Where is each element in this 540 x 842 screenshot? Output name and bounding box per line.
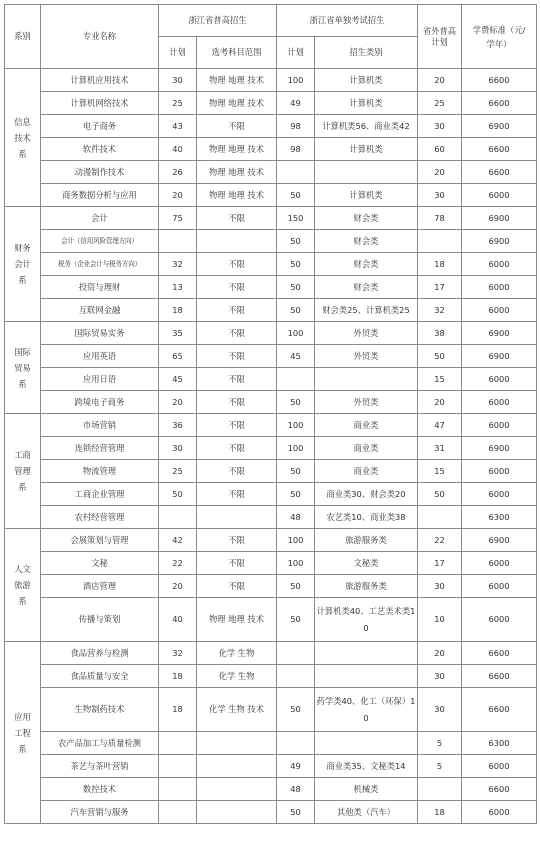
table-row [5,437,537,460]
department-name: 国际贸易系 [14,346,31,389]
plan-cell [159,732,197,755]
plan-cell [159,755,197,778]
category-cell: 财会类 [315,230,418,253]
fee-cell: 6600 [462,92,537,115]
single-plan-cell: 50 [277,598,315,642]
category-cell: 财会类 [315,253,418,276]
table-row [5,161,537,184]
outside-plan-cell: 31 [418,437,462,460]
subjects-cell: 物理 地理 技术 [197,92,277,115]
major-cell: 传播与策划 [41,598,159,642]
plan-cell: 36 [159,414,197,437]
single-plan-cell [277,642,315,665]
subjects-cell: 不限 [197,276,277,299]
subjects-cell: 不限 [197,483,277,506]
plan-cell: 20 [159,575,197,598]
single-plan-cell: 100 [277,69,315,92]
table-row [5,368,537,391]
category-cell [315,665,418,688]
plan-cell: 35 [159,322,197,345]
fee-cell: 6900 [462,207,537,230]
fee-cell: 6000 [462,575,537,598]
single-plan-cell: 50 [277,483,315,506]
major-cell: 计算机应用技术 [41,69,159,92]
outside-plan-cell: 30 [418,688,462,732]
category-cell: 计算机类 [315,138,418,161]
table-row [5,552,537,575]
table-row [5,506,537,529]
single-plan-cell: 50 [277,299,315,322]
outside-plan-cell: 15 [418,368,462,391]
single-plan-cell: 98 [277,115,315,138]
plan-cell: 30 [159,69,197,92]
department-cell [5,207,41,322]
table-row [5,665,537,688]
major-cell: 会计（信用风险管理方向） [41,230,159,253]
subjects-cell: 化学 生物 技术 [197,688,277,732]
plan-cell: 18 [159,688,197,732]
fee-cell: 6900 [462,345,537,368]
table-row [5,184,537,207]
subjects-cell: 不限 [197,322,277,345]
category-cell: 财会类25、计算机类25 [315,299,418,322]
category-cell: 商业类 [315,437,418,460]
table-row [5,276,537,299]
plan-cell: 25 [159,92,197,115]
single-plan-cell: 100 [277,552,315,575]
major-cell: 会展策划与管理 [41,529,159,552]
category-cell: 旅游服务类 [315,529,418,552]
outside-plan-cell: 50 [418,345,462,368]
subjects-cell: 不限 [197,414,277,437]
major-cell: 电子商务 [41,115,159,138]
plan-cell: 50 [159,483,197,506]
category-cell: 计算机类 [315,69,418,92]
header-fee: 学费标准（元/学年） [462,5,537,69]
table-row [5,69,537,92]
fee-cell: 6600 [462,665,537,688]
plan-cell [159,230,197,253]
subjects-cell: 物理 地理 技术 [197,184,277,207]
outside-plan-cell: 20 [418,642,462,665]
table-body [5,69,537,824]
single-plan-cell: 50 [277,391,315,414]
category-cell: 农艺类10、商业类38 [315,506,418,529]
major-cell: 生物制药技术 [41,688,159,732]
header-outside: 省外普高计划 [418,5,462,69]
outside-plan-cell: 25 [418,92,462,115]
category-cell [315,368,418,391]
table-row [5,92,537,115]
outside-plan-cell: 17 [418,552,462,575]
fee-cell: 6600 [462,161,537,184]
outside-plan-cell: 38 [418,322,462,345]
table-row [5,529,537,552]
plan-cell: 40 [159,598,197,642]
plan-cell: 18 [159,665,197,688]
fee-cell: 6000 [462,276,537,299]
subjects-cell [197,755,277,778]
fee-cell: 6900 [462,529,537,552]
major-cell: 动漫制作技术 [41,161,159,184]
department-cell [5,322,41,414]
fee-cell: 6000 [462,483,537,506]
single-plan-cell: 48 [277,506,315,529]
department-name: 信息技术系 [14,116,31,159]
fee-cell: 6300 [462,506,537,529]
outside-plan-cell: 20 [418,161,462,184]
subjects-cell [197,506,277,529]
major-cell: 酒店管理 [41,575,159,598]
single-plan-cell: 150 [277,207,315,230]
major-cell: 国际贸易实务 [41,322,159,345]
single-plan-cell: 50 [277,184,315,207]
major-cell: 应用英语 [41,345,159,368]
single-plan-cell: 50 [277,460,315,483]
subjects-cell [197,732,277,755]
plan-cell: 32 [159,642,197,665]
plan-cell: 20 [159,391,197,414]
outside-plan-cell: 50 [418,483,462,506]
outside-plan-cell: 5 [418,755,462,778]
category-cell: 其他类（汽车） [315,801,418,824]
outside-plan-cell: 20 [418,69,462,92]
subjects-cell: 不限 [197,115,277,138]
plan-cell: 30 [159,437,197,460]
plan-cell: 32 [159,253,197,276]
plan-cell: 42 [159,529,197,552]
header-plan: 计划 [159,37,197,69]
outside-plan-cell: 30 [418,184,462,207]
plan-cell: 75 [159,207,197,230]
category-cell [315,161,418,184]
table-row [5,732,537,755]
major-cell: 软件技术 [41,138,159,161]
single-plan-cell [277,368,315,391]
subjects-cell [197,230,277,253]
category-cell: 商业类30、财会类20 [315,483,418,506]
subjects-cell: 化学 生物 [197,642,277,665]
major-cell: 连锁经营管理 [41,437,159,460]
table-row [5,755,537,778]
header-dept: 系别 [5,5,41,69]
plan-cell: 13 [159,276,197,299]
fee-cell: 6600 [462,69,537,92]
major-cell: 物流管理 [41,460,159,483]
single-plan-cell [277,161,315,184]
category-cell: 旅游服务类 [315,575,418,598]
category-cell: 财会类 [315,207,418,230]
major-cell: 茶艺与茶叶营销 [41,755,159,778]
fee-cell: 6000 [462,368,537,391]
subjects-cell: 物理 地理 技术 [197,69,277,92]
plan-cell: 25 [159,460,197,483]
subjects-cell: 不限 [197,391,277,414]
outside-plan-cell: 32 [418,299,462,322]
table-row [5,801,537,824]
major-cell: 农村经营管理 [41,506,159,529]
header-subjects: 选考科目范围 [197,37,277,69]
table-row [5,299,537,322]
subjects-cell: 不限 [197,345,277,368]
admission-plan-table-container [4,4,537,824]
plan-cell [159,778,197,801]
table-row [5,460,537,483]
outside-plan-cell: 30 [418,115,462,138]
major-cell: 互联网金融 [41,299,159,322]
subjects-cell: 物理 地理 技术 [197,598,277,642]
outside-plan-cell: 10 [418,598,462,642]
major-cell: 商务数据分析与应用 [41,184,159,207]
major-cell: 数控技术 [41,778,159,801]
outside-plan-cell: 18 [418,801,462,824]
table-row [5,688,537,732]
single-plan-cell: 50 [277,688,315,732]
single-plan-cell [277,665,315,688]
single-plan-cell: 98 [277,138,315,161]
outside-plan-cell: 47 [418,414,462,437]
department-name: 人文旅游系 [14,564,31,606]
single-plan-cell: 50 [277,276,315,299]
table-row [5,253,537,276]
department-cell [5,642,41,824]
category-cell: 商业类35、文秘类14 [315,755,418,778]
department-cell [5,69,41,207]
fee-cell: 6600 [462,778,537,801]
outside-plan-cell [418,506,462,529]
plan-cell: 43 [159,115,197,138]
single-plan-cell: 100 [277,529,315,552]
table-row [5,115,537,138]
table-row [5,138,537,161]
table-row [5,598,537,642]
single-plan-cell: 50 [277,253,315,276]
subjects-cell: 不限 [197,529,277,552]
single-plan-cell: 100 [277,414,315,437]
table-row [5,778,537,801]
fee-cell: 6900 [462,115,537,138]
outside-plan-cell: 30 [418,665,462,688]
category-cell: 计算机类 [315,184,418,207]
header-plan-single: 计划 [277,37,315,69]
department-cell [5,529,41,642]
fee-cell: 6600 [462,642,537,665]
subjects-cell: 不限 [197,552,277,575]
category-cell: 机械类 [315,778,418,801]
fee-cell: 6900 [462,322,537,345]
fee-cell: 6900 [462,230,537,253]
subjects-cell: 物理 地理 技术 [197,161,277,184]
outside-plan-cell [418,230,462,253]
outside-plan-cell: 30 [418,575,462,598]
major-cell: 农产品加工与质量检测 [41,732,159,755]
table-row [5,391,537,414]
table-row [5,207,537,230]
fee-cell: 6000 [462,552,537,575]
plan-cell: 45 [159,368,197,391]
category-cell: 计算机类56、商业类42 [315,115,418,138]
category-cell: 财会类 [315,276,418,299]
fee-cell: 6000 [462,253,537,276]
category-cell: 外贸类 [315,322,418,345]
subjects-cell: 不限 [197,575,277,598]
admission-plan-table [4,4,537,824]
fee-cell: 6000 [462,598,537,642]
subjects-cell: 不限 [197,437,277,460]
outside-plan-cell: 20 [418,391,462,414]
table-row [5,414,537,437]
department-name: 财务会计系 [14,243,31,285]
major-cell: 投资与理财 [41,276,159,299]
single-plan-cell: 50 [277,230,315,253]
outside-plan-cell: 22 [418,529,462,552]
table-header [5,5,537,69]
outside-plan-cell: 17 [418,276,462,299]
major-cell: 文秘 [41,552,159,575]
subjects-cell: 不限 [197,207,277,230]
subjects-cell [197,778,277,801]
major-cell: 税务（企业会计与税务方向） [41,253,159,276]
subjects-cell: 化学 生物 [197,665,277,688]
major-cell: 会计 [41,207,159,230]
major-cell: 跨境电子商务 [41,391,159,414]
category-cell [315,642,418,665]
subjects-cell [197,801,277,824]
header-single: 浙江省单独考试招生 [277,5,418,37]
major-cell: 工商企业管理 [41,483,159,506]
single-plan-cell: 50 [277,575,315,598]
table-row [5,575,537,598]
single-plan-cell: 45 [277,345,315,368]
major-cell: 汽车营销与服务 [41,801,159,824]
table-row [5,642,537,665]
single-plan-cell: 100 [277,437,315,460]
table-row [5,345,537,368]
plan-cell: 65 [159,345,197,368]
subjects-cell: 不限 [197,460,277,483]
department-cell [5,414,41,529]
plan-cell: 26 [159,161,197,184]
header-category: 招生类别 [315,37,418,69]
outside-plan-cell: 15 [418,460,462,483]
header-general: 浙江省普高招生 [159,5,277,37]
subjects-cell: 不限 [197,368,277,391]
table-row [5,483,537,506]
category-cell: 外贸类 [315,391,418,414]
single-plan-cell [277,732,315,755]
fee-cell: 6600 [462,138,537,161]
fee-cell: 6000 [462,460,537,483]
category-cell: 计算机类 [315,92,418,115]
category-cell: 商业类 [315,414,418,437]
subjects-cell: 不限 [197,253,277,276]
single-plan-cell: 50 [277,801,315,824]
table-row [5,322,537,345]
subjects-cell: 不限 [197,299,277,322]
plan-cell [159,506,197,529]
single-plan-cell: 49 [277,755,315,778]
fee-cell: 6000 [462,414,537,437]
department-name: 工商管理系 [14,450,31,492]
plan-cell [159,801,197,824]
outside-plan-cell: 60 [418,138,462,161]
subjects-cell: 物理 地理 技术 [197,138,277,161]
plan-cell: 22 [159,552,197,575]
single-plan-cell: 49 [277,92,315,115]
major-cell: 食品质量与安全 [41,665,159,688]
major-cell: 计算机网络技术 [41,92,159,115]
table-row [5,230,537,253]
category-cell: 计算机类40、工艺美术类10 [315,598,418,642]
plan-cell: 20 [159,184,197,207]
category-cell [315,732,418,755]
fee-cell: 6900 [462,437,537,460]
outside-plan-cell: 78 [418,207,462,230]
single-plan-cell: 48 [277,778,315,801]
fee-cell: 6300 [462,732,537,755]
category-cell: 外贸类 [315,345,418,368]
fee-cell: 6000 [462,755,537,778]
fee-cell: 6000 [462,391,537,414]
plan-cell: 18 [159,299,197,322]
fee-cell: 6000 [462,299,537,322]
department-name: 应用工程系 [14,711,31,754]
major-cell: 食品营养与检测 [41,642,159,665]
major-cell: 市场营销 [41,414,159,437]
fee-cell: 6000 [462,801,537,824]
single-plan-cell: 100 [277,322,315,345]
outside-plan-cell: 5 [418,732,462,755]
category-cell: 商业类 [315,460,418,483]
fee-cell: 6000 [462,184,537,207]
category-cell: 文秘类 [315,552,418,575]
fee-cell: 6600 [462,688,537,732]
major-cell: 应用日语 [41,368,159,391]
outside-plan-cell [418,778,462,801]
category-cell: 药学类40、化工（环保）10 [315,688,418,732]
header-major: 专业名称 [41,5,159,69]
plan-cell: 40 [159,138,197,161]
outside-plan-cell: 18 [418,253,462,276]
